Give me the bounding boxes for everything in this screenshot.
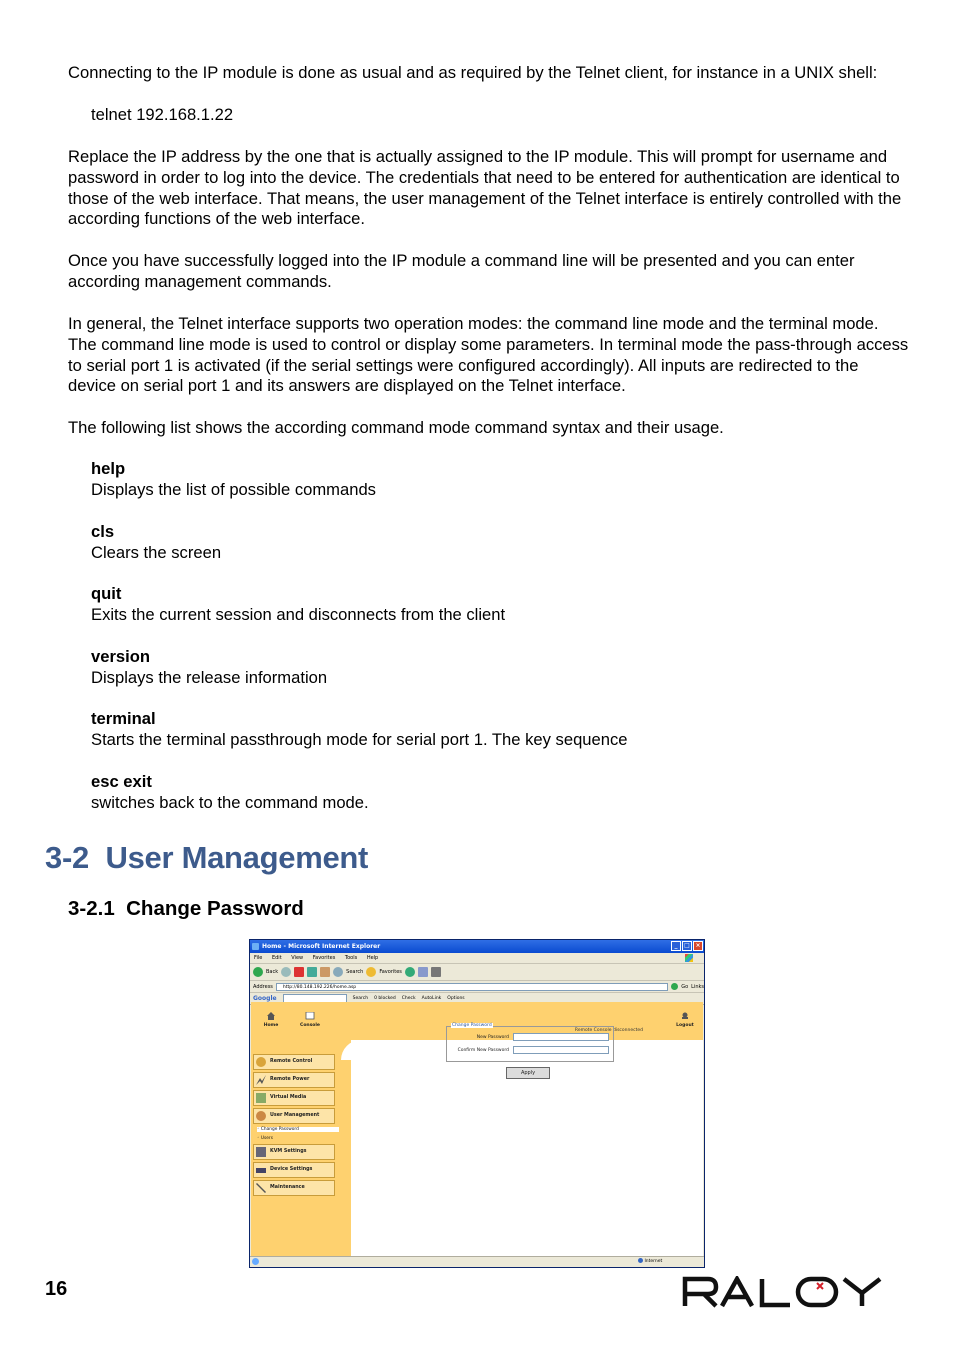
subsection-heading: 3-2.1 Change Password	[68, 897, 304, 920]
logout-link[interactable]	[672, 1012, 698, 1028]
stop-icon[interactable]	[294, 967, 304, 977]
nav-maintenance[interactable]	[253, 1180, 335, 1196]
favorites-button-label[interactable]: Favorites	[379, 969, 402, 975]
close-button[interactable]: ×	[693, 941, 703, 951]
menu-view[interactable]: View	[291, 955, 304, 961]
nav-virtual-media[interactable]	[253, 1090, 335, 1106]
raloy-logo-graphic	[682, 1276, 910, 1308]
command-description: switches back to the command mode.	[91, 793, 369, 812]
kvm-monitor-icon	[256, 1147, 266, 1157]
command-name: esc exit	[91, 772, 152, 791]
go-arrow-icon[interactable]	[671, 983, 678, 990]
status-bar	[250, 1256, 704, 1267]
logout-icon	[680, 1012, 690, 1020]
subnav-label: Users	[260, 1136, 273, 1141]
nav-label: Remote Power	[270, 1077, 310, 1082]
print-icon[interactable]	[431, 967, 441, 977]
subnav-label: Change Password	[260, 1127, 299, 1132]
command-name: terminal	[91, 709, 156, 728]
confirm-password-label: Confirm New Password	[457, 1048, 509, 1053]
virtual-media-icon	[256, 1093, 266, 1103]
nav-label: User Management	[270, 1113, 320, 1118]
browser-screenshot	[249, 939, 705, 1268]
google-blocked-label[interactable]: 0 blocked	[374, 996, 396, 1001]
maximize-button[interactable]: □	[682, 941, 692, 951]
back-button-label[interactable]: Back	[266, 969, 279, 975]
address-label: Address	[253, 983, 273, 990]
back-arrow-icon[interactable]	[253, 967, 263, 977]
command-list-intro: The following list shows the according command mode command syntax and their usage.	[68, 418, 724, 437]
minimize-button[interactable]: _	[671, 941, 681, 951]
subnav-users[interactable]: ◦ Users	[257, 1136, 273, 1141]
google-search-button[interactable]: Search	[352, 996, 369, 1001]
home-icon[interactable]	[320, 967, 330, 977]
command-name: version	[91, 647, 151, 666]
users-icon	[256, 1111, 266, 1121]
new-password-field[interactable]	[513, 1033, 609, 1041]
address-bar	[250, 981, 704, 993]
search-button-label[interactable]: Search	[346, 969, 364, 975]
security-zone	[638, 1258, 662, 1266]
nav-label: Device Settings	[270, 1167, 313, 1172]
logout-label: Logout	[676, 1023, 694, 1028]
modes-paragraph: In general, the Telnet interface supports two operation modes: the command line mode and the terminal mode. The command line mode is used to control or display some parameters. In terminal mode the pass-through access to serial port 1 is activated (if the serial settings were configured accordingly). All inputs are redirected to the device on serial port 1 and its answers are displayed on the Telnet interface.	[68, 314, 909, 396]
apply-button[interactable]: Apply	[506, 1067, 550, 1079]
nav-label: Remote Control	[270, 1059, 313, 1064]
menu-bar	[250, 953, 704, 964]
subnav-change-password[interactable]: ◦ Change Password	[257, 1127, 339, 1132]
kvm-web-interface	[251, 1002, 703, 1257]
command-description: Displays the list of possible commands	[91, 480, 376, 499]
power-bolt-icon	[256, 1075, 266, 1085]
command-name: help	[91, 459, 126, 478]
command-name: quit	[91, 584, 122, 603]
nav-user-management[interactable]	[253, 1108, 335, 1124]
command-name: cls	[91, 522, 115, 541]
lightbulb-icon	[256, 1057, 266, 1067]
home-icon	[266, 1012, 276, 1020]
globe-icon	[638, 1258, 643, 1263]
favorites-star-icon[interactable]	[366, 967, 376, 977]
address-input[interactable]: http://80.148.192.226/home.asp	[276, 983, 668, 991]
browser-titlebar	[250, 940, 704, 953]
change-password-form	[446, 1023, 614, 1062]
menu-tools[interactable]: Tools	[344, 955, 358, 961]
home-label: Home	[263, 1023, 279, 1028]
google-check-button[interactable]: Check	[401, 996, 416, 1001]
kvm-sidebar	[251, 1040, 341, 1257]
nav-kvm-settings[interactable]	[253, 1144, 335, 1160]
browser-title: Home - Microsoft Internet Explorer	[262, 943, 381, 950]
login-paragraph: Once you have successfully logged into the IP module a command line will be presented and you can enter according management commands.	[68, 251, 855, 291]
home-link[interactable]	[259, 1012, 283, 1028]
remote-console-status: Remote Console disconnected	[574, 1028, 643, 1033]
go-button-label[interactable]: Go	[681, 983, 689, 990]
browser-toolbar	[250, 964, 704, 981]
nav-remote-power[interactable]	[253, 1072, 335, 1088]
page-icon	[252, 1258, 259, 1265]
command-description: Starts the terminal passthrough mode for serial port 1. The key sequence	[91, 730, 628, 749]
console-link[interactable]	[295, 1012, 325, 1028]
search-icon[interactable]	[333, 967, 343, 977]
page-number: 16	[45, 1278, 68, 1300]
console-icon	[305, 1012, 315, 1020]
ie-icon	[252, 943, 259, 950]
command-description: Clears the screen	[91, 543, 222, 562]
nav-device-settings[interactable]	[253, 1162, 335, 1178]
confirm-password-field[interactable]	[513, 1046, 609, 1054]
form-legend: Change Password	[452, 1023, 492, 1028]
windows-logo-icon	[685, 954, 693, 962]
forward-arrow-icon[interactable]	[281, 967, 291, 977]
menu-favorites[interactable]: Favorites	[312, 955, 336, 961]
section-heading: 3-2 User Management	[45, 840, 369, 875]
menu-help[interactable]: Help	[366, 955, 379, 961]
telnet-command-example: telnet 192.168.1.22	[91, 105, 234, 124]
sidebar-edge	[341, 1040, 351, 1257]
nav-label: Virtual Media	[270, 1095, 307, 1100]
new-password-label: New Password	[476, 1035, 509, 1040]
history-icon[interactable]	[405, 967, 415, 977]
device-icon	[256, 1168, 266, 1173]
intro-paragraph: Connecting to the IP module is done as usual and as required by the Telnet client, for instance in a UNIX shell:	[68, 63, 878, 82]
command-description: Displays the release information	[91, 668, 328, 687]
mail-icon[interactable]	[418, 967, 428, 977]
nav-label: Maintenance	[270, 1185, 305, 1190]
command-description: Exits the current session and disconnects from the client	[91, 605, 506, 624]
console-label: Console	[300, 1023, 320, 1028]
nav-remote-control[interactable]	[253, 1054, 335, 1070]
google-logo: Google	[253, 995, 277, 1002]
google-options-button[interactable]: Options	[447, 996, 465, 1001]
menu-file[interactable]: File	[254, 955, 263, 961]
menu-edit[interactable]: Edit	[271, 955, 282, 961]
raloy-logo	[682, 1276, 910, 1313]
refresh-icon[interactable]	[307, 967, 317, 977]
google-autolink-button[interactable]: AutoLink	[421, 996, 442, 1001]
tools-icon	[256, 1183, 266, 1193]
ip-address-paragraph: Replace the IP address by the one that is actually assigned to the IP module. This will prompt for username and password in order to log into the device. The credentials that need to be entered for authentication are identical to those of the web interface. That means, the user management of the Telnet interface is entirely controlled with the according functions of the web interface.	[68, 147, 902, 229]
zone-label: Internet	[644, 1259, 663, 1264]
nav-label: KVM Settings	[270, 1149, 307, 1154]
links-label[interactable]: Links	[691, 983, 704, 990]
